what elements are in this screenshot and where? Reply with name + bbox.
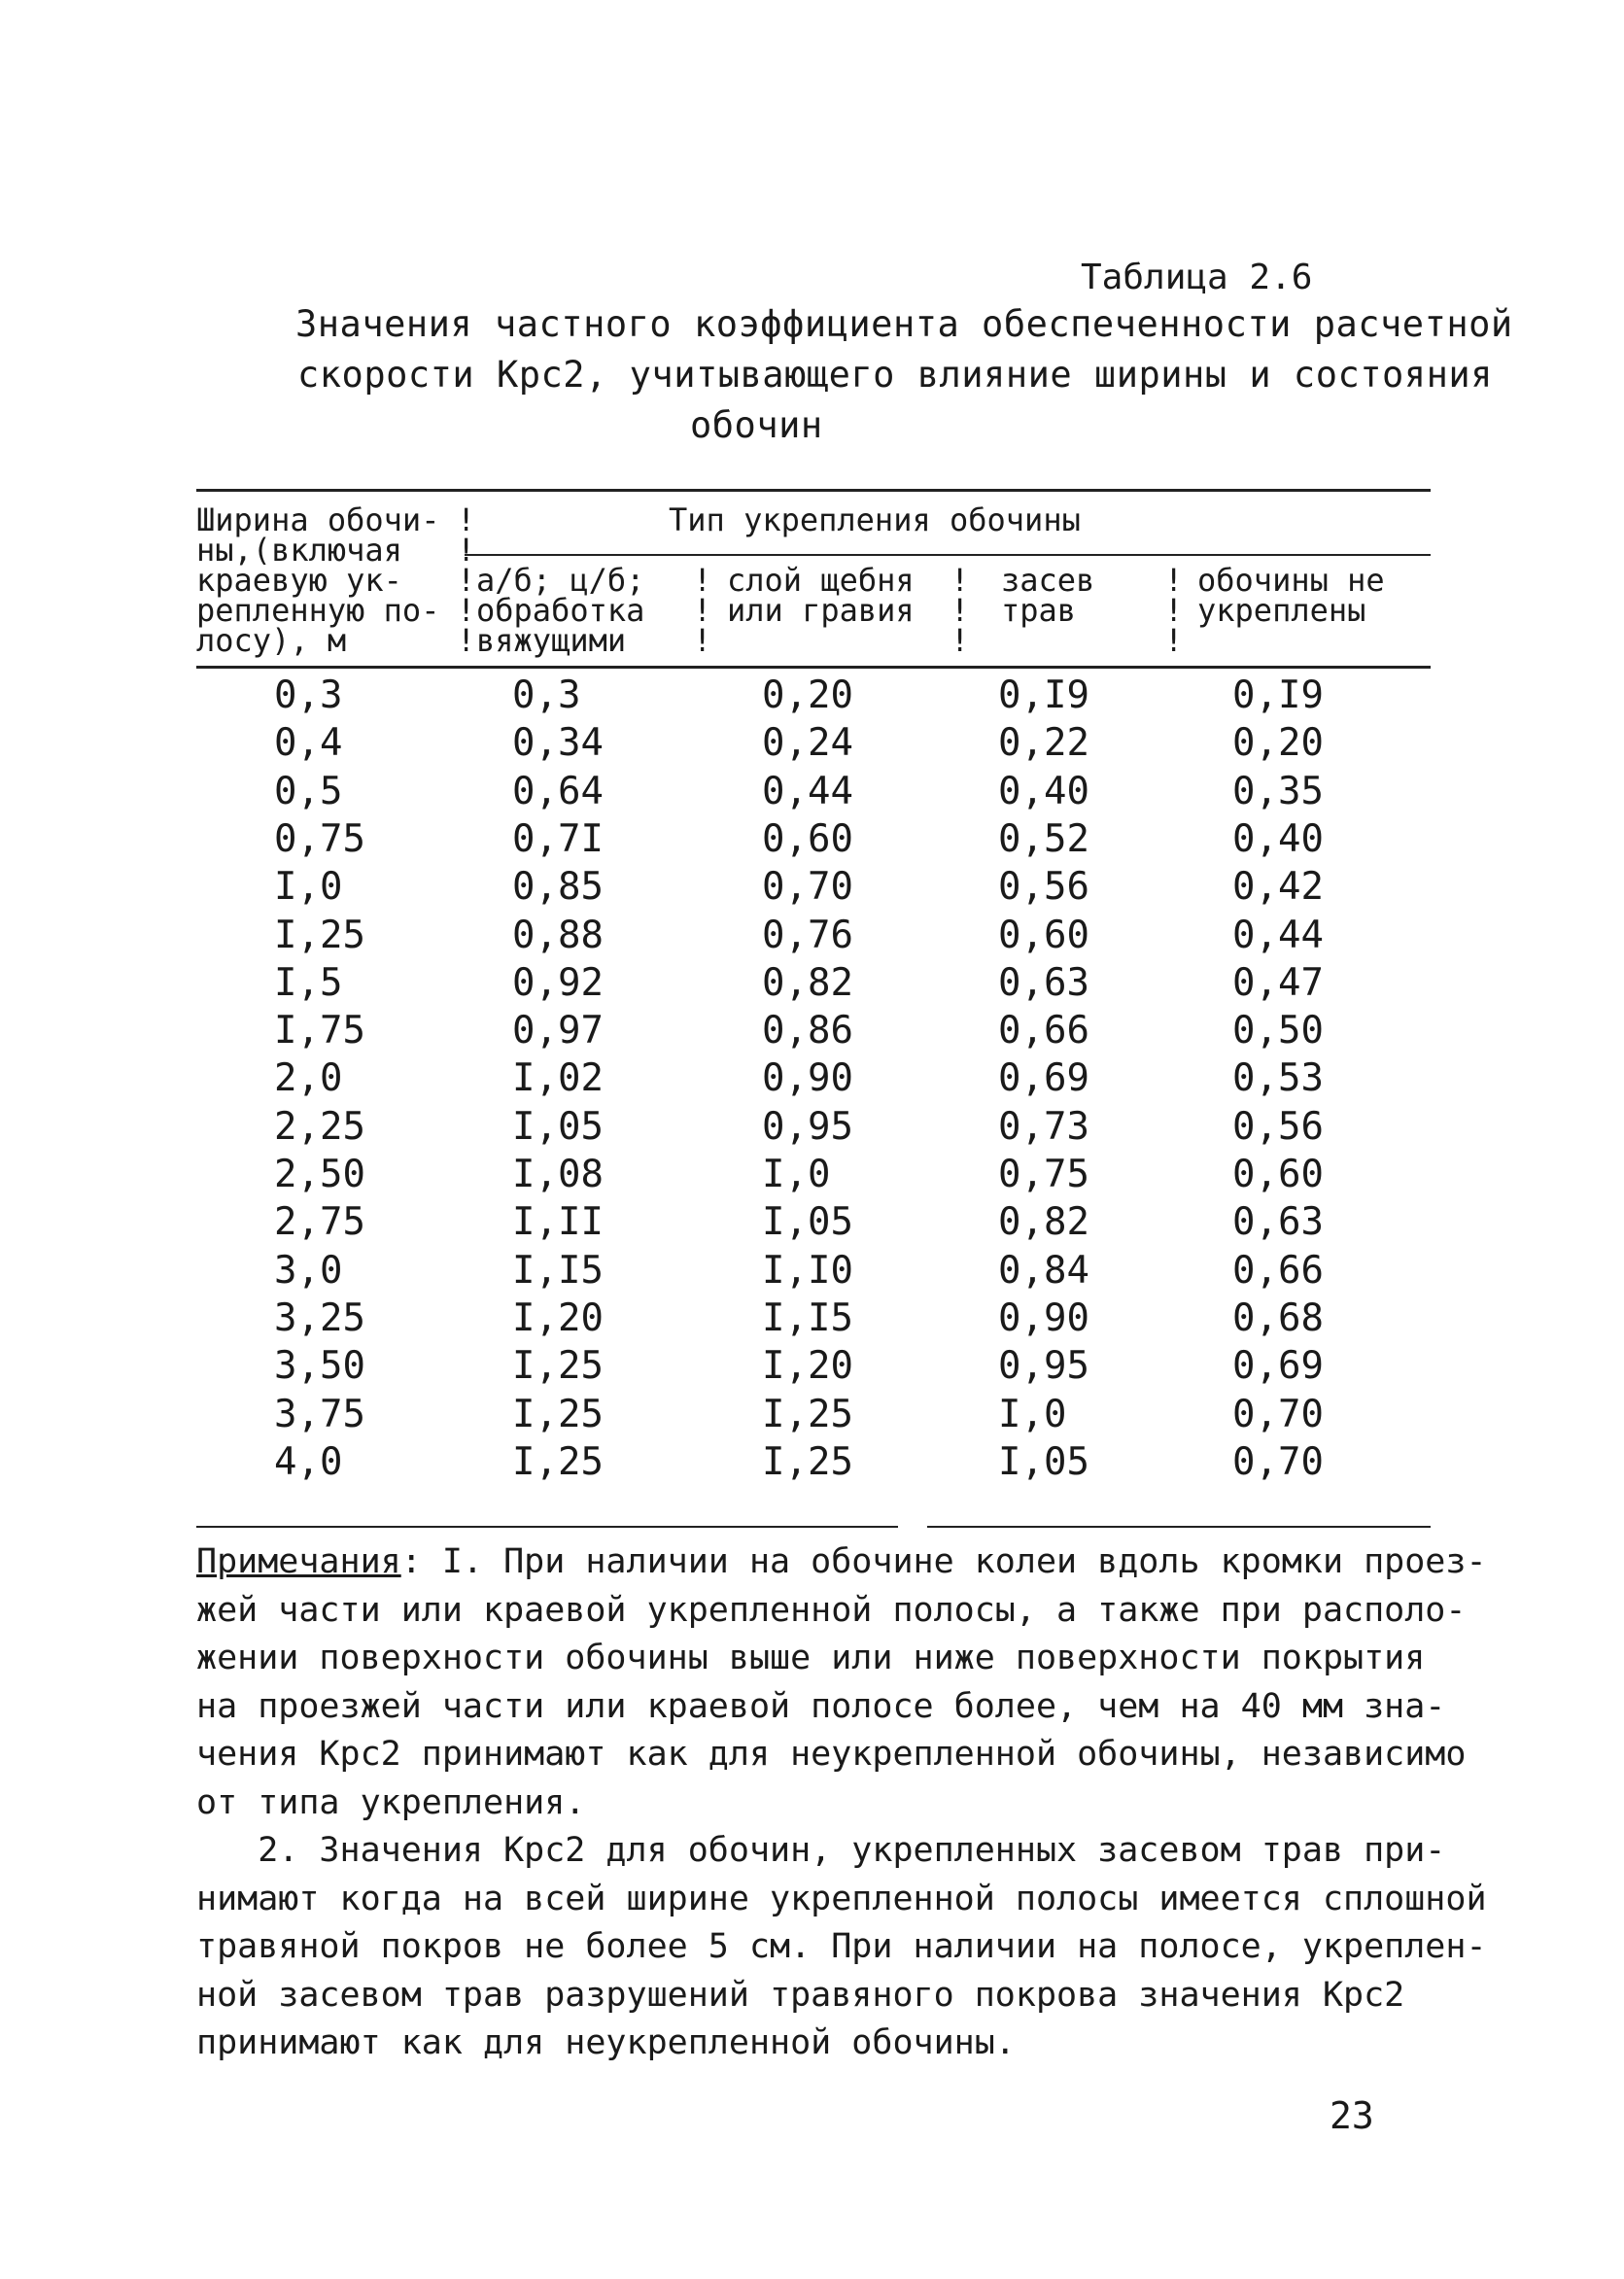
table-caption-line-3: обочин bbox=[690, 404, 823, 446]
cell-width: I,5 bbox=[274, 960, 343, 1005]
header-grass-seeding: засев трав bbox=[1001, 562, 1095, 629]
cell-asphalt: 0,85 bbox=[512, 865, 604, 910]
cell-grass: 0,69 bbox=[998, 1056, 1089, 1101]
cell-gravel: 0,86 bbox=[762, 1009, 853, 1053]
cell-asphalt: I,02 bbox=[512, 1056, 604, 1101]
cell-grass: 0,90 bbox=[998, 1295, 1089, 1340]
cell-gravel: I,05 bbox=[762, 1200, 853, 1245]
note-1-line: жении поверхности обочины выше или ниже поверхности покрытия bbox=[196, 1639, 1426, 1677]
header-reinforcement-type: Тип укрепления обочины bbox=[669, 501, 1081, 538]
cell-grass: I,0 bbox=[998, 1392, 1067, 1436]
note-1-line: от типа укрепления. bbox=[196, 1782, 586, 1822]
table-label: Таблица 2.6 bbox=[1081, 258, 1313, 297]
notes bbox=[196, 1538, 1487, 2068]
note-2-line: нимают когда на всей ширине укрепленной полосы имеется сплошной bbox=[196, 1879, 1487, 1918]
note-1-line: на проезжей части или краевой полосе более, чем на 40 мм зна- bbox=[196, 1686, 1446, 1726]
cell-gravel: 0,60 bbox=[762, 816, 853, 861]
cell-asphalt: 0,3 bbox=[512, 673, 581, 717]
header-group-rule bbox=[465, 554, 1431, 556]
cell-grass: 0,60 bbox=[998, 913, 1089, 957]
cell-width: 2,50 bbox=[274, 1153, 365, 1196]
cell-asphalt: I,25 bbox=[512, 1392, 604, 1436]
cell-width: I,25 bbox=[274, 913, 365, 957]
note-1-start: : I. При наличии на обочине колеи вдоль кромки проез- bbox=[400, 1542, 1487, 1581]
cell-gravel: 0,95 bbox=[762, 1104, 853, 1149]
cell-grass: 0,84 bbox=[998, 1248, 1089, 1293]
cell-gravel: I,20 bbox=[762, 1344, 853, 1389]
cell-unreinforced: 0,60 bbox=[1232, 1153, 1324, 1196]
cell-grass: 0,95 bbox=[998, 1344, 1089, 1389]
cell-gravel: I,I5 bbox=[762, 1295, 853, 1340]
note-2-line: принимают как для неукрепленной обочины. bbox=[196, 2023, 1016, 2062]
cell-gravel: I,25 bbox=[762, 1392, 853, 1436]
cell-unreinforced: 0,20 bbox=[1232, 721, 1324, 766]
notes-heading: Примечания bbox=[196, 1542, 401, 1581]
cell-asphalt: 0,92 bbox=[512, 960, 604, 1005]
cell-asphalt: I,05 bbox=[512, 1104, 604, 1149]
notes-rule-right bbox=[927, 1526, 1431, 1528]
cell-grass: 0,63 bbox=[998, 960, 1089, 1005]
cell-width: 0,3 bbox=[274, 673, 343, 717]
cell-unreinforced: 0,66 bbox=[1232, 1248, 1324, 1293]
cell-asphalt: I,II bbox=[512, 1200, 604, 1245]
cell-grass: 0,56 bbox=[998, 865, 1089, 910]
cell-grass: 0,22 bbox=[998, 721, 1089, 766]
separator-marks-col2: ! ! ! bbox=[693, 562, 712, 659]
cell-unreinforced: 0,70 bbox=[1232, 1392, 1324, 1436]
header-bottom-rule bbox=[196, 666, 1431, 669]
cell-gravel: I,25 bbox=[762, 1439, 853, 1484]
cell-width: 0,4 bbox=[274, 721, 343, 766]
table-top-rule bbox=[196, 489, 1431, 492]
separator-marks-col1: ! ! ! ! ! bbox=[457, 501, 476, 659]
cell-width: 3,50 bbox=[274, 1344, 365, 1389]
cell-asphalt: I,20 bbox=[512, 1295, 604, 1340]
cell-unreinforced: 0,63 bbox=[1232, 1200, 1324, 1245]
note-2-line: ной засевом трав разрушений травяного покрова значения Крс2 bbox=[196, 1975, 1405, 2015]
cell-width: 2,75 bbox=[274, 1200, 365, 1245]
cell-grass: 0,I9 bbox=[998, 673, 1089, 717]
cell-asphalt: I,25 bbox=[512, 1439, 604, 1484]
table-caption-line-1: Значения частного коэффициента обеспеченности расчетной bbox=[295, 303, 1513, 345]
cell-gravel: I,0 bbox=[762, 1153, 831, 1196]
cell-unreinforced: 0,35 bbox=[1232, 769, 1324, 813]
table-caption-line-2: скорости Крс2, учитывающего влияние ширины и состояния bbox=[297, 354, 1493, 396]
cell-width: 0,75 bbox=[274, 816, 365, 861]
cell-unreinforced: 0,47 bbox=[1232, 960, 1324, 1005]
cell-unreinforced: 0,53 bbox=[1232, 1056, 1324, 1101]
cell-grass: 0,73 bbox=[998, 1104, 1089, 1149]
separator-marks-col3: ! ! ! bbox=[950, 562, 970, 659]
cell-asphalt: 0,7I bbox=[512, 816, 604, 861]
cell-asphalt: I,25 bbox=[512, 1344, 604, 1389]
cell-asphalt: I,08 bbox=[512, 1153, 604, 1196]
note-1-line: жей части или краевой укрепленной полосы, а также при располо- bbox=[196, 1590, 1467, 1630]
cell-gravel: 0,44 bbox=[762, 769, 853, 813]
cell-width: 2,0 bbox=[274, 1056, 343, 1101]
page-number: 23 bbox=[1330, 2094, 1374, 2137]
header-shoulder-width: Ширина обочи- ны,(включая краевую ук- репленную по- лосу), м bbox=[196, 501, 440, 659]
cell-width: 3,75 bbox=[274, 1392, 365, 1436]
cell-asphalt: 0,34 bbox=[512, 721, 604, 766]
cell-width: 3,0 bbox=[274, 1248, 343, 1293]
cell-unreinforced: 0,42 bbox=[1232, 865, 1324, 910]
cell-grass: I,05 bbox=[998, 1439, 1089, 1484]
cell-gravel: I,I0 bbox=[762, 1248, 853, 1293]
header-asphalt-concrete: а/б; ц/б; обработка вяжущими bbox=[476, 562, 645, 659]
cell-unreinforced: 0,40 bbox=[1232, 816, 1324, 861]
cell-unreinforced: 0,70 bbox=[1232, 1439, 1324, 1484]
cell-asphalt: 0,64 bbox=[512, 769, 604, 813]
cell-unreinforced: 0,69 bbox=[1232, 1344, 1324, 1389]
cell-unreinforced: 0,50 bbox=[1232, 1009, 1324, 1053]
cell-gravel: 0,24 bbox=[762, 721, 853, 766]
note-1-line: чения Крс2 принимают как для неукрепленной обочины, независимо bbox=[196, 1735, 1467, 1774]
cell-gravel: 0,76 bbox=[762, 913, 853, 957]
separator-marks-col4: ! ! ! bbox=[1164, 562, 1184, 659]
cell-grass: 0,82 bbox=[998, 1200, 1089, 1245]
cell-width: 4,0 bbox=[274, 1439, 343, 1484]
cell-width: 2,25 bbox=[274, 1104, 365, 1149]
cell-grass: 0,66 bbox=[998, 1009, 1089, 1053]
cell-asphalt: 0,88 bbox=[512, 913, 604, 957]
cell-asphalt: I,I5 bbox=[512, 1248, 604, 1293]
cell-unreinforced: 0,44 bbox=[1232, 913, 1324, 957]
cell-unreinforced: 0,56 bbox=[1232, 1104, 1324, 1149]
cell-unreinforced: 0,I9 bbox=[1232, 673, 1324, 717]
cell-grass: 0,52 bbox=[998, 816, 1089, 861]
cell-gravel: 0,70 bbox=[762, 865, 853, 910]
header-unreinforced: обочины не укреплены bbox=[1197, 562, 1385, 629]
cell-unreinforced: 0,68 bbox=[1232, 1295, 1324, 1340]
cell-gravel: 0,20 bbox=[762, 673, 853, 717]
cell-width: 3,25 bbox=[274, 1295, 365, 1340]
cell-grass: 0,75 bbox=[998, 1153, 1089, 1196]
cell-grass: 0,40 bbox=[998, 769, 1089, 813]
note-1-first-line bbox=[196, 1538, 1487, 1587]
header-crushed-stone: слой щебня или гравия bbox=[727, 562, 915, 629]
cell-gravel: 0,82 bbox=[762, 960, 853, 1005]
cell-width: I,75 bbox=[274, 1009, 365, 1053]
cell-width: I,0 bbox=[274, 865, 343, 910]
notes-rule-left bbox=[196, 1526, 898, 1528]
note-2-line: 2. Значения Крс2 для обочин, укрепленных засевом трав при- bbox=[196, 1831, 1446, 1870]
note-2-line: травяной покров не более 5 см. При наличии на полосе, укреплен- bbox=[196, 1927, 1487, 1966]
cell-gravel: 0,90 bbox=[762, 1056, 853, 1101]
cell-asphalt: 0,97 bbox=[512, 1009, 604, 1053]
cell-width: 0,5 bbox=[274, 769, 343, 813]
